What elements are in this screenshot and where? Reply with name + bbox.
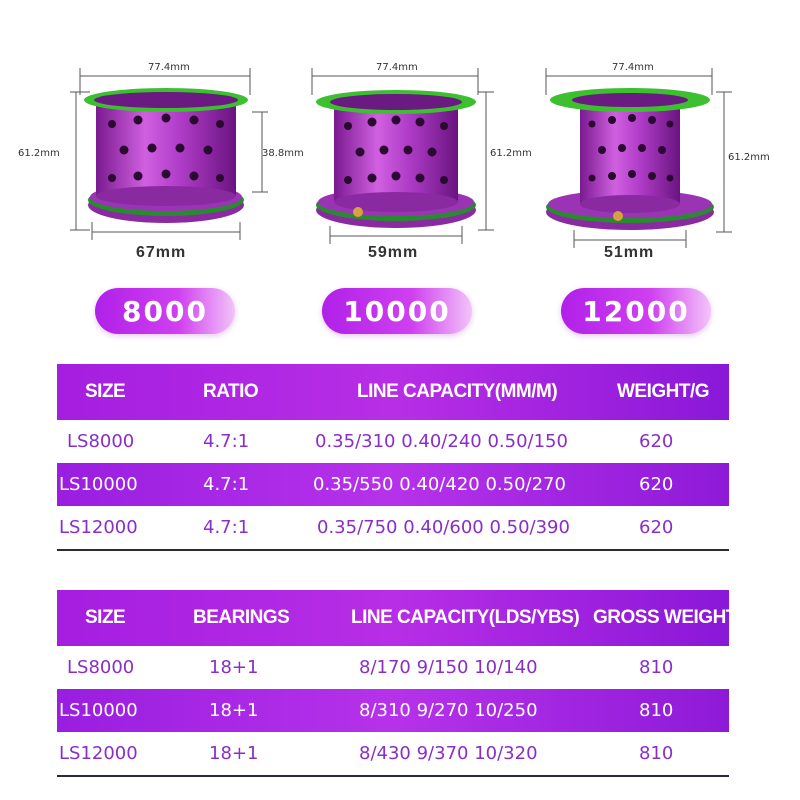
cell-gross-weight: 810 [639, 700, 674, 721]
cell-line-capacity: 0.35/550 0.40/420 0.50/270 [313, 474, 566, 495]
cell-size: LS10000 [59, 474, 138, 495]
height-dimension-label: 61.2mm [18, 148, 60, 159]
cell-size: LS10000 [59, 700, 138, 721]
spec-table-bearings [57, 590, 737, 777]
cell-bearings: 18+1 [209, 700, 259, 721]
table-bottom-rule [57, 549, 729, 551]
table-row [57, 689, 729, 732]
top-dimension-label: 77.4mm [612, 62, 654, 73]
table-row [57, 463, 729, 506]
cell-size: LS8000 [67, 431, 135, 452]
height-dimension-label: 61.2mm [490, 148, 532, 159]
cell-ratio: 4.7:1 [203, 517, 250, 538]
top-dimension-label: 77.4mm [376, 62, 418, 73]
cell-size: LS12000 [59, 743, 138, 764]
cell-line-capacity: 8/430 9/370 10/320 [359, 743, 538, 764]
cell-size: LS8000 [67, 657, 135, 678]
cell-bearings: 18+1 [209, 657, 259, 678]
header-weight: WEIGHT/G [617, 381, 710, 402]
cell-weight: 620 [639, 474, 674, 495]
cell-line-capacity: 8/170 9/150 10/140 [359, 657, 538, 678]
spool-12000-image [536, 0, 800, 280]
cell-gross-weight: 810 [639, 657, 674, 678]
cell-ratio: 4.7:1 [203, 431, 250, 452]
spool-12000 [536, 0, 800, 280]
height-dimension-label: 61.2mm [728, 152, 770, 163]
size-badge-10000: 10000 [322, 288, 472, 334]
size-badge-12000: 12000 [561, 288, 711, 334]
header-line-capacity: LINE CAPACITY(MM/M) [357, 381, 558, 402]
table-row [57, 646, 729, 689]
table-row [57, 506, 729, 549]
cell-bearings: 18+1 [209, 743, 259, 764]
spool-8000 [0, 0, 304, 280]
top-dimension-label: 77.4mm [148, 62, 190, 73]
cell-weight: 620 [639, 517, 674, 538]
spool-10000-image [300, 0, 550, 280]
header-ratio: RATIO [203, 381, 259, 402]
base-dimension-label: 59mm [368, 244, 419, 261]
cell-line-capacity: 0.35/750 0.40/600 0.50/390 [317, 517, 570, 538]
spool-8000-image [0, 0, 270, 280]
spec-table-ratio [57, 364, 729, 551]
header-bearings: BEARINGS [193, 607, 290, 628]
base-dimension-label: 51mm [604, 244, 655, 261]
cell-ratio: 4.7:1 [203, 474, 250, 495]
cell-weight: 620 [639, 431, 674, 452]
inner-dimension-label: 38.8mm [262, 148, 304, 159]
table-header [57, 364, 729, 420]
header-gross-weight: GROSS WEIGHT [593, 607, 737, 628]
table-bottom-rule [57, 775, 729, 777]
cell-line-capacity: 0.35/310 0.40/240 0.50/150 [315, 431, 568, 452]
cell-gross-weight: 810 [639, 743, 674, 764]
header-size: SIZE [85, 607, 126, 628]
table-row [57, 420, 729, 463]
cell-size: LS12000 [59, 517, 138, 538]
header-line-capacity: LINE CAPACITY(LDS/YBS) [351, 607, 580, 628]
header-size: SIZE [85, 381, 126, 402]
size-badge-8000: 8000 [95, 288, 235, 334]
table-row [57, 732, 729, 775]
spool-10000 [300, 0, 550, 280]
base-dimension-label: 67mm [136, 244, 187, 261]
cell-line-capacity: 8/310 9/270 10/250 [359, 700, 538, 721]
table-header [57, 590, 737, 646]
